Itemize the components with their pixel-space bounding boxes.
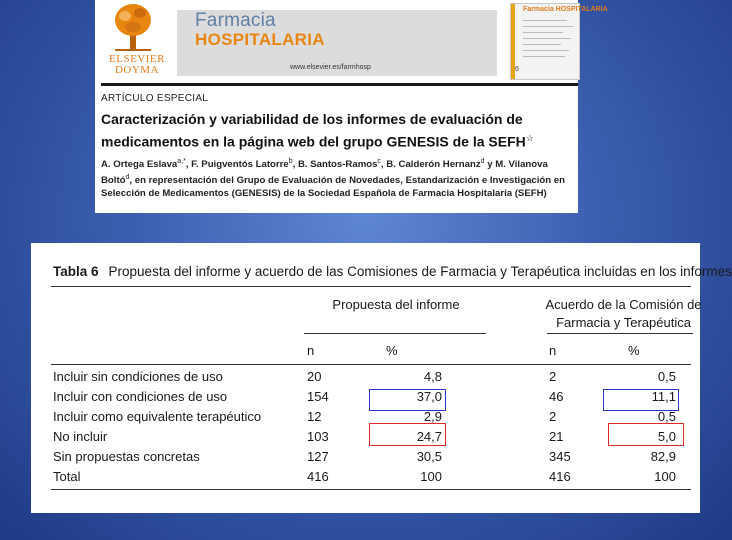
- cell-n-agreement: 46: [549, 389, 564, 404]
- cover-issue-number: 6: [515, 66, 519, 73]
- table-bottom-rule: [51, 489, 691, 490]
- header-divider: [101, 83, 578, 86]
- cell-pct-agreement: 82,9: [650, 449, 676, 464]
- publisher-name: ELSEVIER DOYMA: [109, 53, 165, 76]
- author-separator: ,: [185, 159, 192, 171]
- cell-n-proposal: 12: [307, 409, 322, 424]
- col-pct-header-1: %: [386, 343, 398, 358]
- cell-pct-proposal: 30,5: [416, 449, 442, 464]
- author-affiliation: d: [125, 173, 130, 181]
- highlight-box-red-agreement: [608, 423, 684, 446]
- col-pct-header-2: %: [628, 343, 640, 358]
- cell-n-agreement: 345: [549, 449, 571, 464]
- row-label: Incluir como equivalente terapéutico: [53, 409, 262, 424]
- cover-text-line: [523, 32, 563, 33]
- cell-n-agreement: 2: [549, 369, 557, 384]
- row-label: Incluir sin condiciones de uso: [53, 369, 223, 384]
- cell-pct-proposal: 37,0: [416, 389, 442, 404]
- highlight-box-blue-agreement: [603, 389, 679, 411]
- author-separator: ,: [380, 159, 387, 171]
- article-title: [101, 110, 571, 152]
- cell-n-proposal: 154: [307, 389, 329, 404]
- author-name: M. Vilanova Boltó: [101, 159, 548, 186]
- cell-pct-agreement: 0,5: [657, 369, 676, 384]
- cell-pct-proposal: 2,9: [423, 409, 442, 424]
- cell-pct-agreement: 100: [654, 469, 676, 484]
- table-card: [31, 243, 732, 513]
- author-separator: ,: [292, 159, 298, 171]
- article-authors: [101, 156, 573, 200]
- journal-cover-thumbnail: [510, 3, 608, 80]
- cover-text-line: [523, 56, 565, 57]
- cell-n-proposal: 416: [307, 469, 329, 484]
- group2-header-line1: Acuerdo de la Comisión de: [545, 297, 702, 312]
- cover-text-line: [523, 44, 561, 45]
- article-title-text: Caracterización y variabilidad de los informes de evaluación de medicamentos en la página web del grupo GENESIS de la SEFH: [101, 111, 526, 150]
- cell-n-agreement: 21: [549, 429, 564, 444]
- article-type: ARTÍCULO ESPECIAL: [101, 93, 209, 104]
- cell-pct-agreement: 5,0: [657, 429, 676, 444]
- cell-pct-agreement: 0,5: [657, 409, 676, 424]
- col-n-header-1: n: [307, 343, 315, 358]
- table-caption-text: Propuesta del informe y acuerdo de las Comisiones de Farmacia y Terapéutica incluidas en los informes: [108, 264, 732, 279]
- journal-url: www.elsevier.es/farmhosp: [290, 64, 371, 71]
- cell-pct-agreement: 11,1: [651, 389, 676, 404]
- author-name: B. Santos-Ramos: [297, 159, 378, 171]
- table-header-rule: [51, 364, 691, 365]
- group2-header: [541, 296, 706, 332]
- cell-pct-proposal: 100: [420, 469, 442, 484]
- group1-rule: [304, 333, 486, 334]
- cover-text-line: [523, 38, 571, 39]
- cell-pct-proposal: 24,7: [416, 429, 442, 444]
- cover-text-line: [523, 20, 567, 21]
- cover-text-line: [523, 50, 569, 51]
- cell-n-proposal: 127: [307, 449, 329, 464]
- author-name: B. Calderón Hernanz: [386, 159, 481, 171]
- table-caption: [53, 264, 732, 279]
- article-header-card: [95, 0, 608, 213]
- publisher-logo: [101, 0, 165, 78]
- group2-header-line2: Farmacia y Terapéutica: [556, 315, 691, 330]
- row-label: Total: [53, 469, 81, 484]
- cover-text-line: [523, 26, 573, 27]
- author-separator: y: [484, 159, 496, 171]
- elsevier-tree-icon: [111, 0, 155, 52]
- cell-n-agreement: 416: [549, 469, 571, 484]
- group2-rule: [547, 333, 693, 334]
- row-label: No incluir: [53, 429, 108, 444]
- cover-logo: Farmacia HOSPITALARIA: [523, 6, 608, 13]
- title-footnote-mark: ☆: [525, 133, 534, 143]
- cell-n-agreement: 2: [549, 409, 557, 424]
- author-affiliation: d: [480, 158, 485, 165]
- author-affiliation: b: [288, 158, 293, 165]
- author-affiliation: a,*: [177, 158, 186, 165]
- highlight-box-blue-proposal: [369, 389, 446, 411]
- cell-pct-proposal: 4,8: [423, 369, 442, 384]
- author-name: F. Puigventós Latorre: [191, 159, 289, 171]
- table-label: Tabla 6: [53, 264, 99, 279]
- table-top-rule: [51, 286, 691, 287]
- cell-n-proposal: 103: [307, 429, 329, 444]
- row-label: Incluir con condiciones de uso: [53, 389, 228, 404]
- journal-title-line2: HOSPITALARIA: [195, 30, 325, 49]
- col-n-header-2: n: [549, 343, 557, 358]
- row-label: Sin propuestas concretas: [53, 449, 200, 464]
- authors-affiliation-text: , en representación del Grupo de Evaluación de Novedades, Estandarización e Investigación en Selección de Medicamentos (GENESIS) de la Sociedad Española de Farmacia Hospitalaria (SEFH): [101, 174, 566, 199]
- highlight-box-red-proposal: [369, 423, 446, 446]
- journal-title-line1: Farmacia: [195, 10, 276, 31]
- group1-header: Propuesta del informe: [332, 297, 460, 312]
- author-affiliation: c: [377, 158, 381, 165]
- cell-n-proposal: 20: [307, 369, 322, 384]
- author-name: A. Ortega Eslava: [101, 159, 178, 171]
